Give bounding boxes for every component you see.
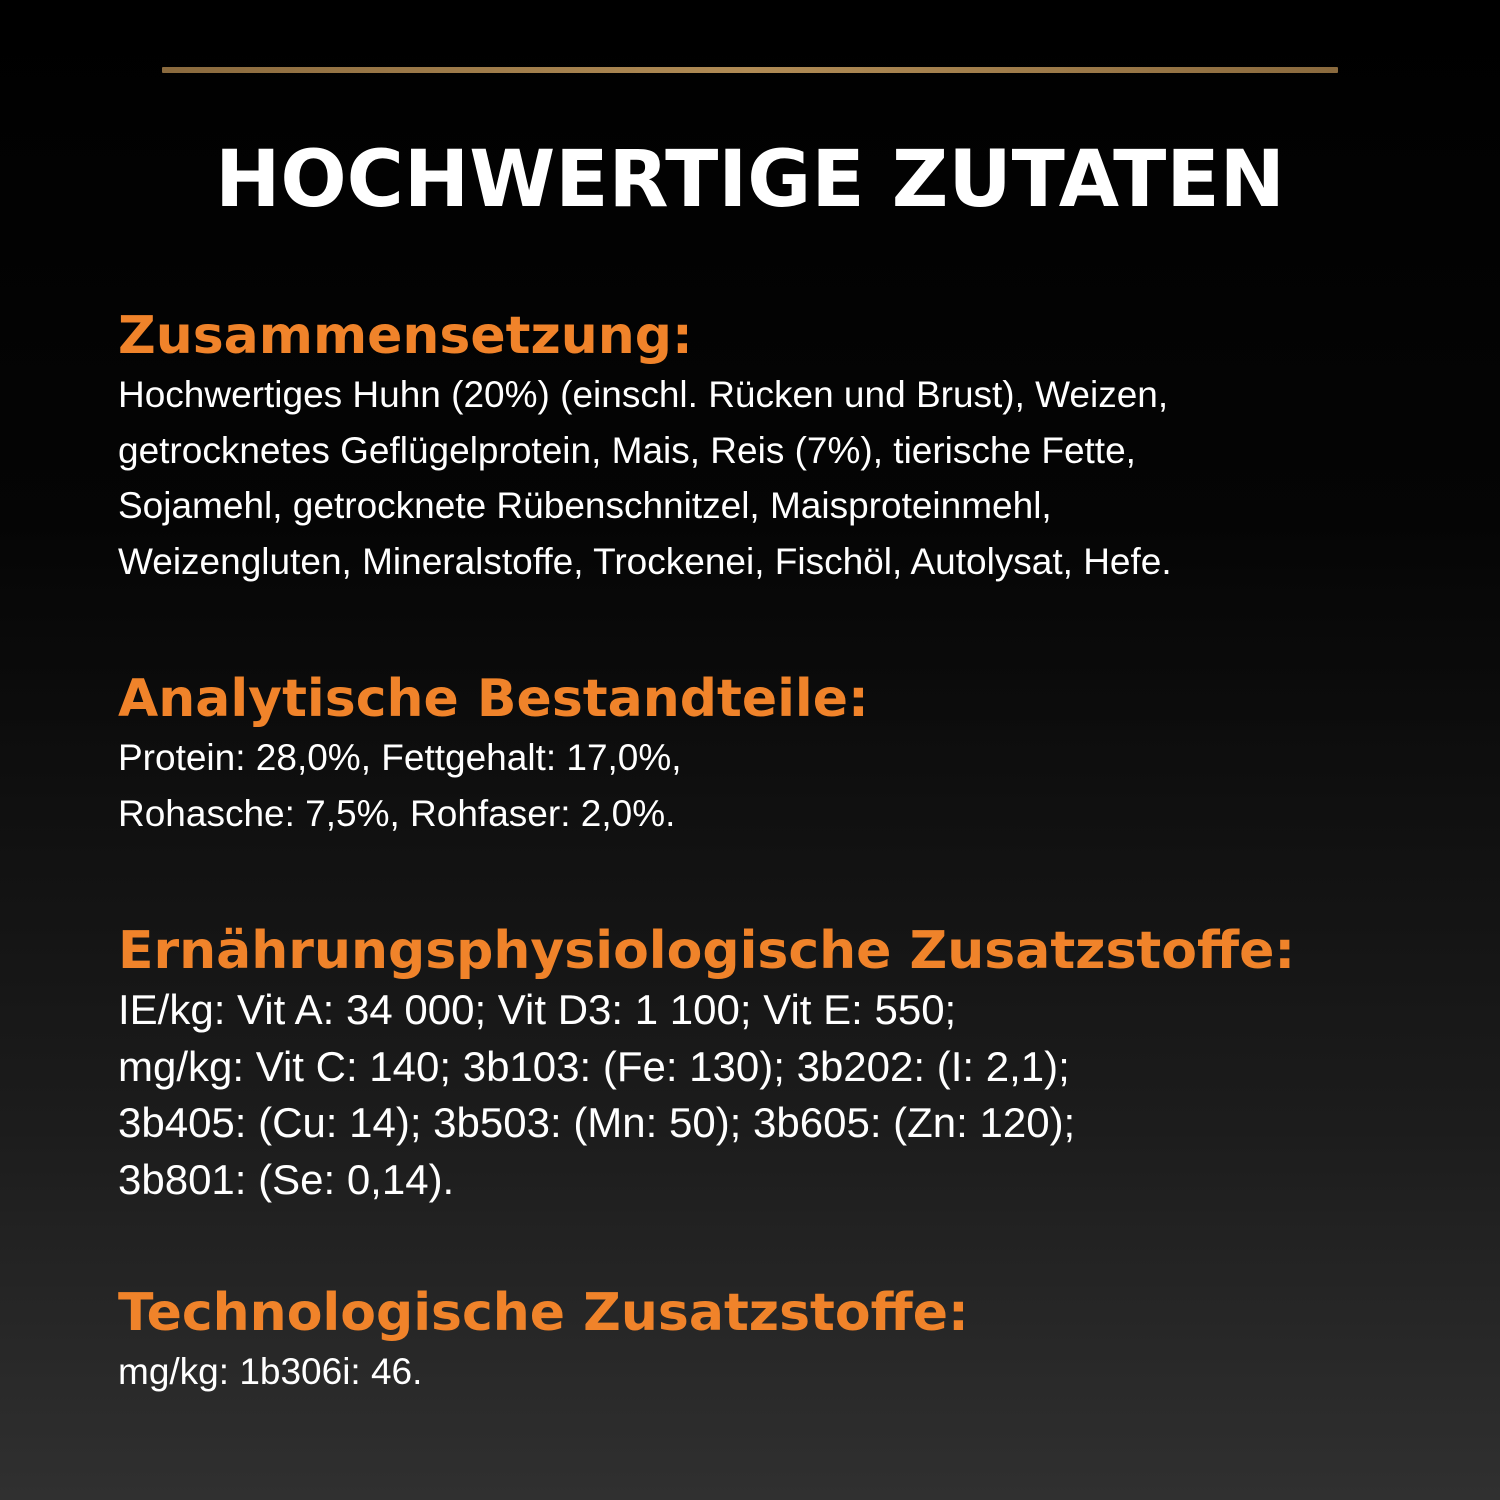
nutritional-line: 3b405: (Cu: 14); 3b503: (Mn: 50); 3b605: (Zn: 120); — [118, 1099, 1076, 1146]
section-body-technological-additives — [118, 1344, 1418, 1400]
section-heading-analytical-constituents: Analytische Bestandteile: — [118, 669, 869, 729]
composition-line: getrocknetes Geflügelprotein, Mais, Reis (7%), tierische Fette, — [118, 429, 1136, 471]
nutritional-line: IE/kg: Vit A: 34 000; Vit D3: 1 100; Vit E: 550; — [118, 986, 957, 1033]
composition-line: Sojamehl, getrocknete Rübenschnitzel, Maisproteinmehl, — [118, 485, 1052, 526]
analytical-line: Protein: 28,0%, Fettgehalt: 17,0%, — [118, 737, 682, 778]
analytical-line: Rohasche: 7,5%, Rohfaser: 2,0%. — [118, 792, 676, 834]
section-heading-technological-additives: Technologische Zusatzstoffe: — [118, 1283, 969, 1343]
technological-line: mg/kg: 1b306i: 46. — [118, 1351, 423, 1392]
section-nutritional-additives — [118, 920, 1418, 1208]
section-analytical-constituents — [118, 668, 1418, 841]
nutritional-line: 3b801: (Se: 0,14). — [118, 1155, 455, 1203]
section-technological-additives — [118, 1282, 1418, 1400]
section-body-composition — [118, 367, 1418, 589]
section-composition — [118, 305, 1418, 589]
composition-line: Weizengluten, Mineralstoffe, Trockenei, Fischöl, Autolysat, Hefe. — [118, 540, 1172, 582]
page-title: HOCHWERTIGE ZUTATEN — [215, 135, 1285, 225]
section-body-analytical-constituents — [118, 730, 1418, 841]
section-heading-nutritional-additives: Ernährungsphysiologische Zusatzstoffe: — [118, 921, 1296, 981]
composition-line: Hochwertiges Huhn (20%) (einschl. Rücken und Brust), Weizen, — [118, 374, 1169, 415]
section-heading-composition: Zusammensetzung: — [118, 306, 693, 366]
top-divider — [162, 67, 1338, 73]
section-body-nutritional-additives — [118, 982, 1418, 1208]
nutritional-line: mg/kg: Vit C: 140; 3b103: (Fe: 130); 3b202: (I: 2,1); — [118, 1042, 1070, 1090]
